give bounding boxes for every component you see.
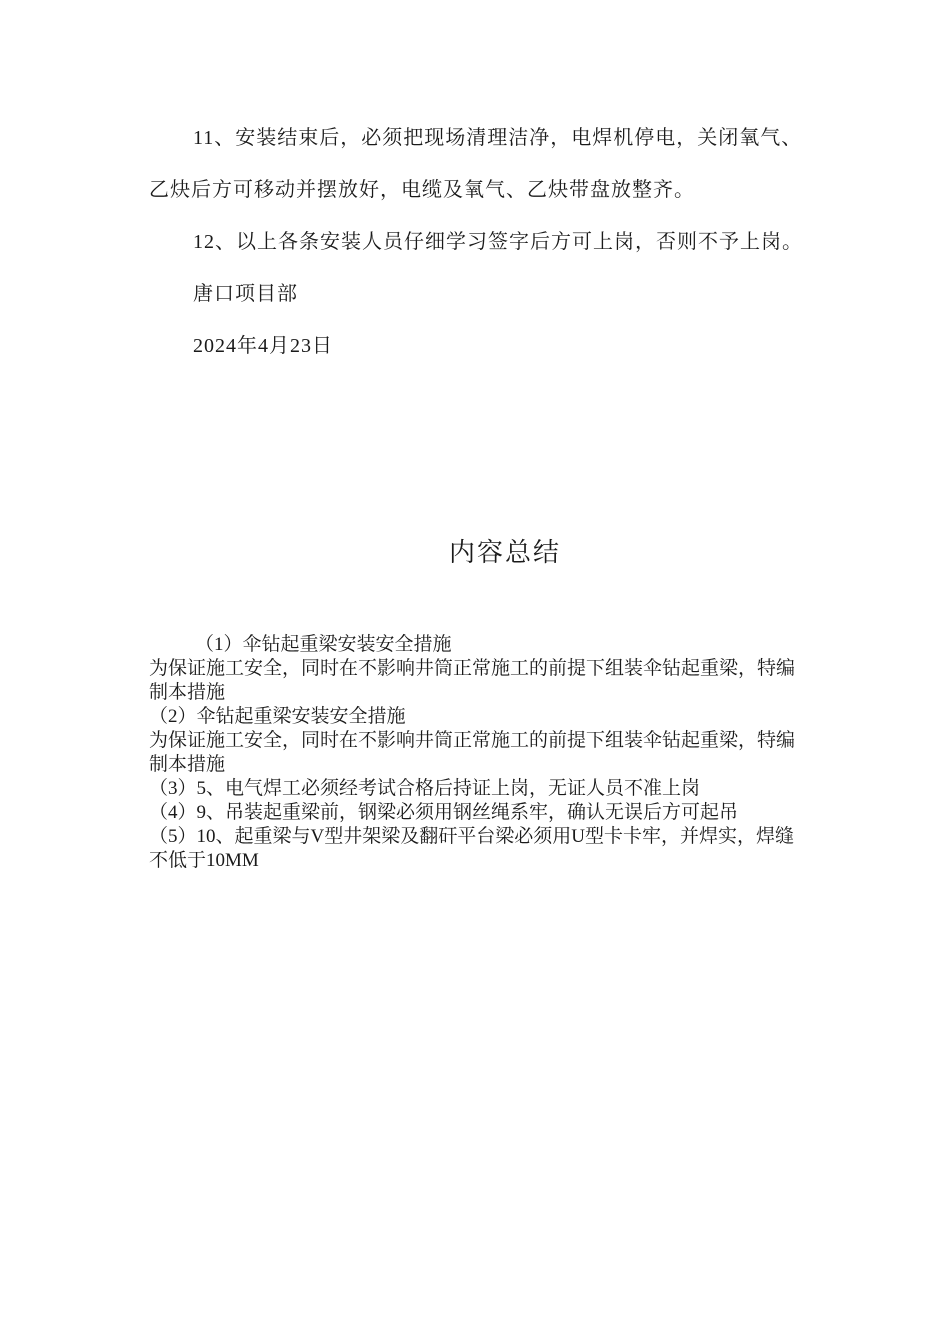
signature-date: 2024年4月23日 [193,335,333,357]
summary-line: （2）伞钻起重梁安装安全措施 [149,706,406,727]
notice-item-12: 12、以上各条安装人员仔细学习签字后方可上岗，否则不予上岗。 [193,231,803,253]
signature-org: 唐口项目部 [193,283,298,305]
summary-line: （5）10、起重梁与V型井架梁及翻矸平台梁必须用U型卡卡牢，并焊实，焊缝不低于10MM [149,826,794,871]
summary-line: （4）9、吊装起重梁前，钢梁必须用钢丝绳系牢，确认无误后方可起吊 [149,802,739,823]
summary-section [149,633,797,873]
summary-line: （1）伞钻起重梁安装安全措施 [195,634,452,655]
summary-title: 内容总结 [448,538,561,567]
summary-line: 为保证施工安全，同时在不影响井筒正常施工的前提下组装伞钻起重梁，特编制本措施 [149,730,796,775]
summary-line: 为保证施工安全，同时在不影响井筒正常施工的前提下组装伞钻起重梁，特编制本措施 [149,658,796,703]
notice-body [149,112,809,372]
notice-item-11: 11、安装结束后，必须把现场清理洁净，电焊机停电，关闭氧气、乙炔后方可移动并摆放好，电缆及氧气、乙炔带盘放整齐。 [149,127,803,201]
summary-line: （3）5、电气焊工必须经考试合格后持证上岗，无证人员不准上岗 [149,778,701,799]
